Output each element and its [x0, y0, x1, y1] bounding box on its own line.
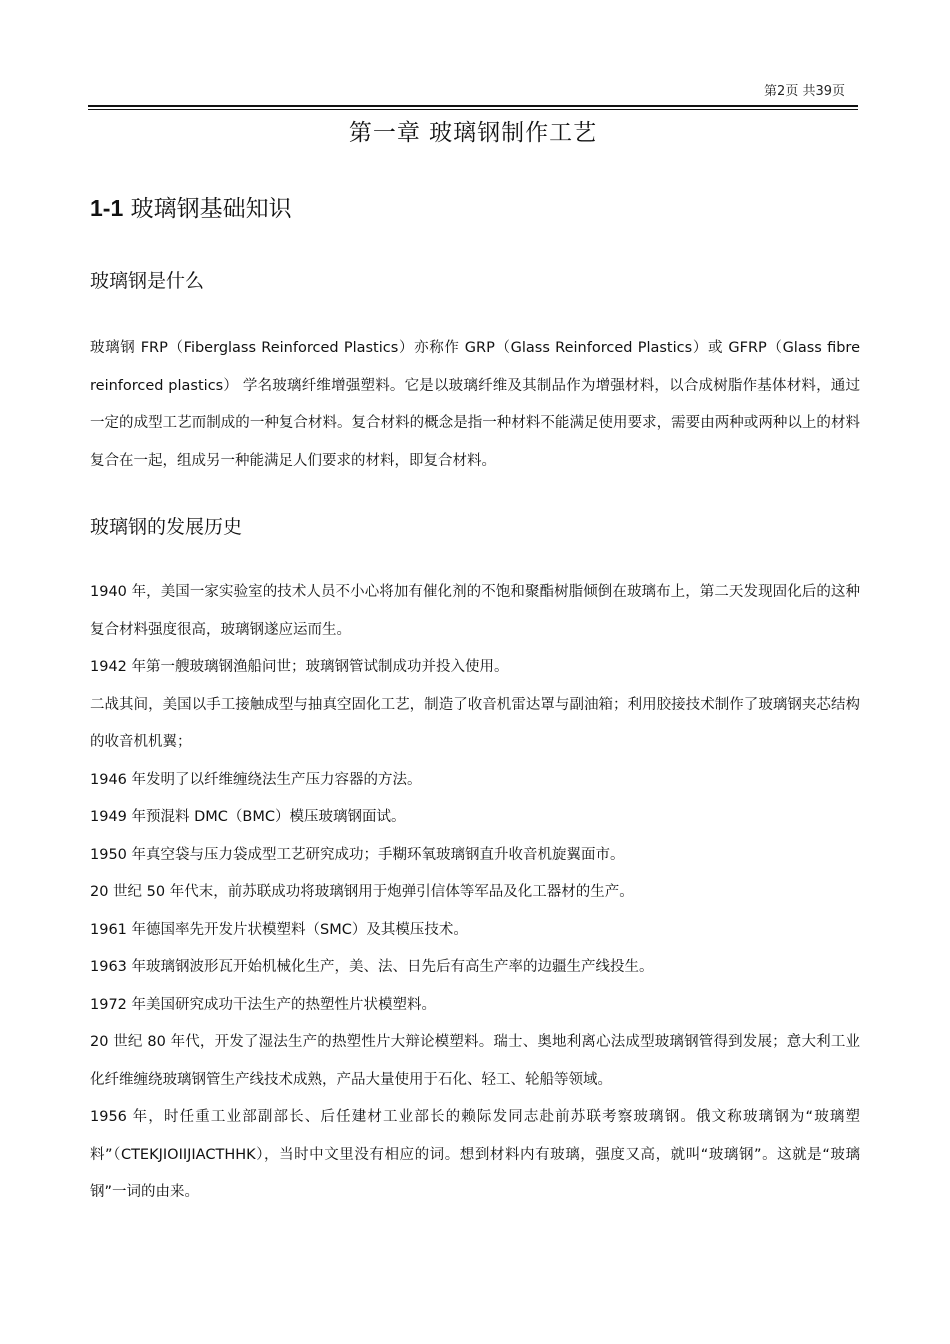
history-paragraph: 1940 年，美国一家实验室的技术人员不小心将加有催化剂的不饱和聚酯树脂倾倒在玻璃布上，第二天发现固化后的这种复合材料强度很高，玻璃钢遂应运而生。	[90, 584, 860, 638]
history-paragraph: 1949 年预混料 DMC（BMC）模压玻璃钢面试。	[90, 809, 406, 825]
history-paragraph: 1956 年，时任重工业部副部长、后任建材工业部长的赖际发同志赴前苏联考察玻璃钢。俄文称玻璃钢为“玻璃塑料”（CTEKJIOIIJIACTHHK），当时中文里没有相应的词。想到材料内有玻璃，强度又高，就叫“玻璃钢”。这就是“玻璃钢”一词的由来。	[90, 1109, 860, 1200]
history-paragraph: 二战其间，美国以手工接触成型与抽真空固化工艺，制造了收音机雷达罩与副油箱；利用胶接技术制作了玻璃钢夹芯结构的收音机机翼；	[90, 696, 860, 750]
history-paragraph: 20 世纪 50 年代末，前苏联成功将玻璃钢用于炮弹引信体等军品及化工器材的生产。	[90, 884, 634, 900]
history-paragraph: 1950 年真空袋与压力袋成型工艺研究成功；手糊环氧玻璃钢直升收音机旋翼面市。	[90, 846, 625, 863]
section-title	[90, 190, 292, 223]
history-paragraph: 1961 年德国率先开发片状模塑料（SMC）及其模压技术。	[90, 921, 468, 938]
intro-paragraph: 玻璃钢 FRP（Fiberglass Reinforced Plastics）亦称作 GRP（Glass Reinforced Plastics）或 GFRP（Glass fibre reinforced plastics） 学名玻璃纤维增强塑料。它是以玻璃纤维及其制品作为增强材料，以合成树脂作基体材料，通过一定的成型工艺而制成的一种复合材料。复合材料的概念是指一种材料不能满足使用要求，需要由两种或两种以上的材料复合在一起，组成另一种能满足人们要求的材料，即复合材料。	[90, 340, 860, 469]
history-paragraph: 1946 年发明了以纤维缠绕法生产压力容器的方法。	[90, 771, 422, 788]
section-number: 1-1	[90, 195, 124, 221]
history-paragraph: 1972 年美国研究成功干法生产的热塑性片状模塑料。	[90, 996, 437, 1013]
history-paragraph: 1942 年第一艘玻璃钢渔船问世；玻璃钢管试制成功并投入使用。	[90, 659, 509, 675]
subsection-heading-history: 玻璃钢的发展历史	[90, 516, 243, 538]
section-title-text: 玻璃钢基础知识	[130, 196, 292, 222]
history-list	[90, 574, 860, 1212]
header-rule	[88, 105, 858, 110]
page-indicator: 第2页 共39页	[764, 84, 845, 99]
history-paragraph: 1963 年玻璃钢波形瓦开始机械化生产，美、法、日先后有高生产率的边疆生产线投生。	[90, 959, 654, 975]
subsection-heading-what-is-frp: 玻璃钢是什么	[90, 270, 205, 292]
chapter-title: 第一章 玻璃钢制作工艺	[348, 120, 598, 146]
history-paragraph: 20 世纪 80 年代，开发了湿法生产的热塑性片大辩论模塑料。瑞士、奥地利离心法成型玻璃钢管得到发展；意大利工业化纤维缠绕玻璃钢管生产线技术成熟，产品大量使用于石化、轻工、轮船等领域。	[90, 1034, 860, 1088]
